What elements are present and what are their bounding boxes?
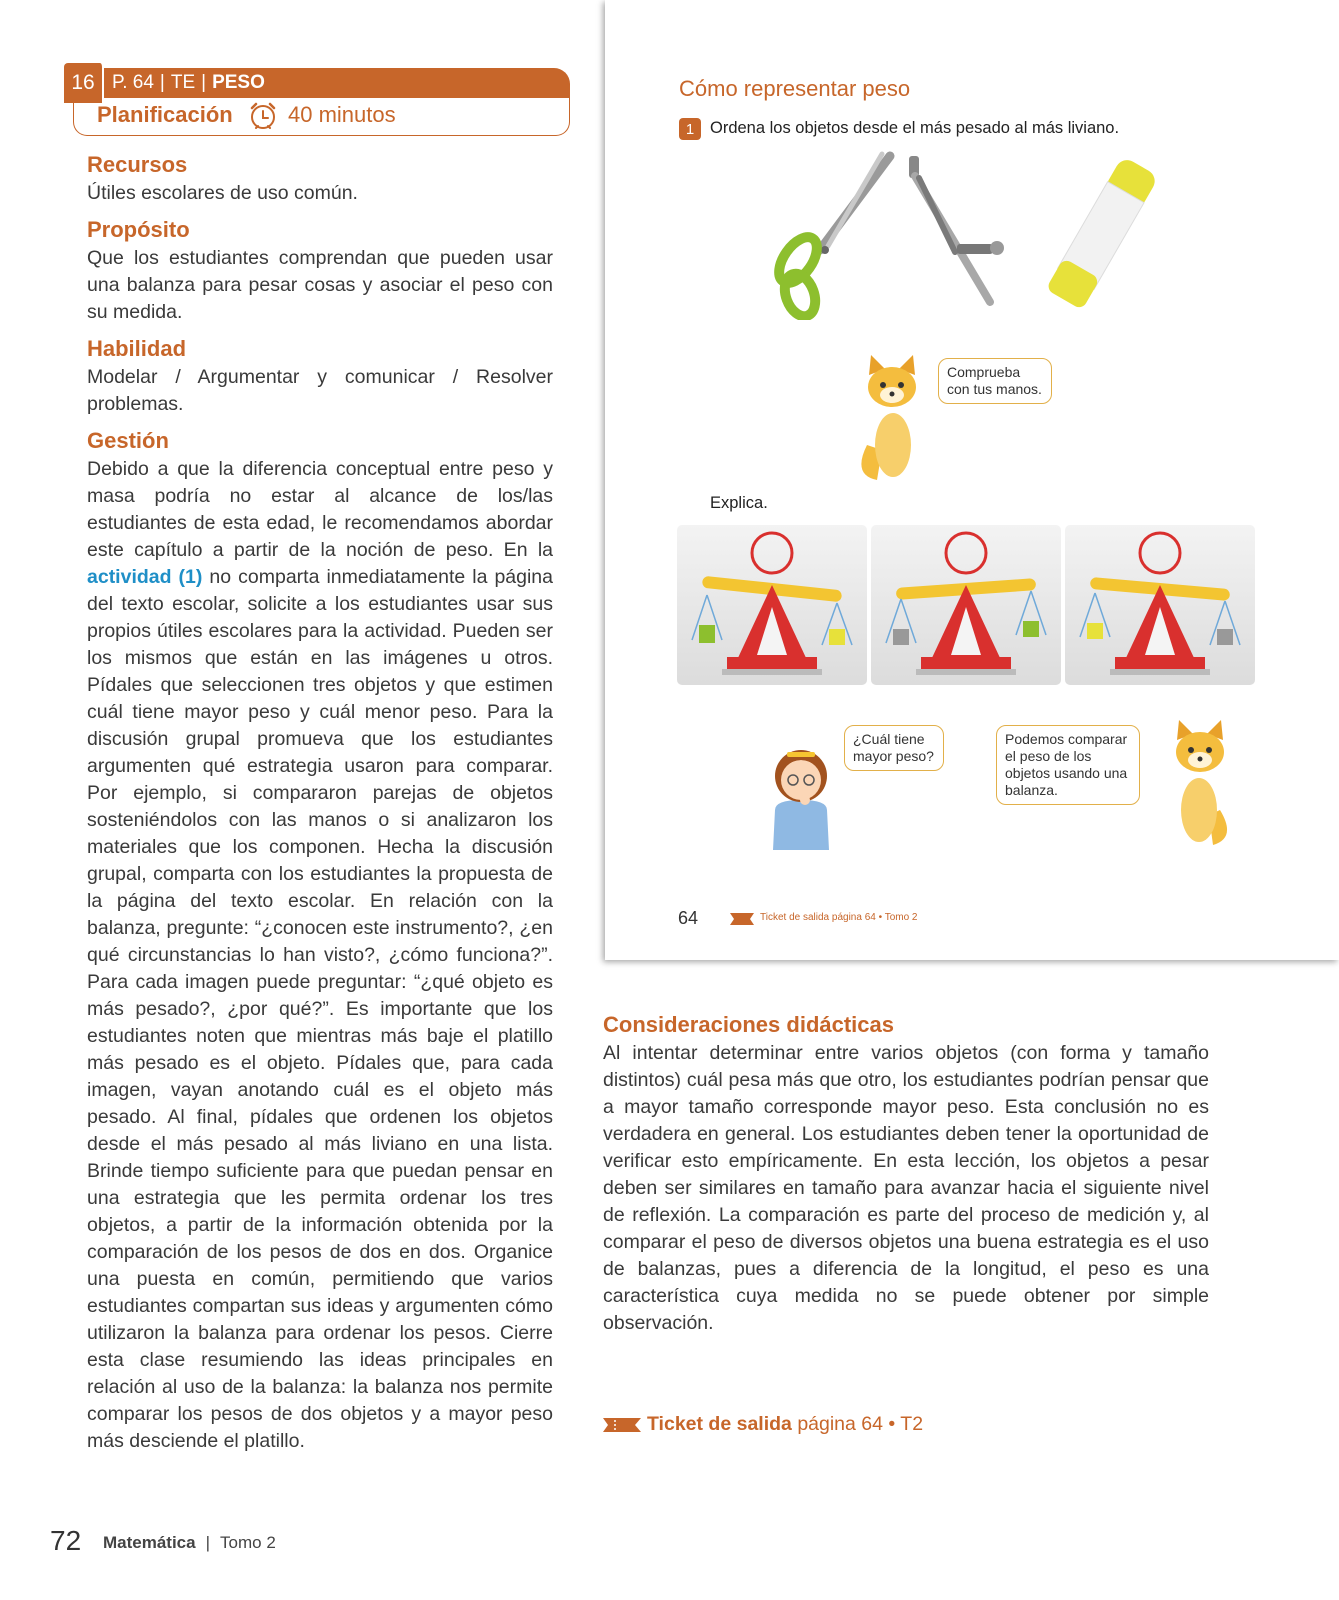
gestion-text [87,456,553,1455]
right-column [603,1010,1209,1337]
activity-link[interactable]: actividad (1) [87,566,203,588]
gestion-text-before: Debido a que la diferencia conceptual entre peso y masa podría no estar al alcance de los/las estudiantes de esta edad, le recomendamos abordar este capítulo a partir de la noción de peso. En la [87,458,553,561]
page-number: 72 [50,1525,82,1556]
balance-scale-icon [677,525,867,685]
footer-subject: Matemática [103,1533,196,1552]
textbook-page-number: 64 [678,908,699,928]
gestion-title: Gestión [87,428,169,453]
consideraciones-title: Consideraciones didácticas [603,1012,894,1037]
scissors-image [750,150,900,320]
ticket-bold: Ticket de salida [647,1413,792,1435]
fox-bubble-1-text: Comprueba con tus manos. [947,364,1042,397]
question-number-badge: 1 [679,118,701,140]
textbook-title: Cómo representar peso [679,76,911,101]
fox-speech-bubble-2 [996,725,1140,805]
ticket-de-salida [603,1413,923,1436]
fox-speech-bubble-1 [938,358,1052,404]
habilidad-title: Habilidad [87,336,187,361]
textbook-ticket-text: Ticket de salida página 64 • Tomo 2 [760,912,918,923]
explica-label: Explica. [710,494,768,512]
planning-duration: 40 minutos [288,102,396,127]
girl-bubble-text: ¿Cuál tiene mayor peso? [853,731,934,764]
gestion-text-after: no comparta inmediatamente la página del texto escolar, solicite a los estudiantes usar sus propios útiles escolares para la actividad. Pueden ser los mismos que están en las imágenes u otros. Pídales que seleccionen tres objetos y que estimen cuál tiene mayor peso y cuál menor peso. Para la discusión grupal promueva que los estudiantes argumenten qué estrategia usaron para comparar. Por ejemplo, si compararon parejas de objetos sosteniéndolos con las manos o si analizaron los materiales que los componen. Hecha la discusión grupal, comparta con los estudiantes la propuesta de la página del texto escolar. En relación con la balanza, pregunte: “¿conocen este instrumento?, ¿en qué circunstancias lo han visto?, ¿cómo funciona?”. Para cada imagen puede preguntar: “¿qué objeto es más pesado?, ¿por qué?”. Es importante que los estudiantes noten que mientras más baje el platillo más pesado es el objeto. Pídales que, para cada imagen, vayan anotando cuál es el objeto más pesado. Al final, pídales que ordenen los objetos desde el más pesado al más liviano en una lista. Brinde tiempo suficiente para que puedan pensar en una estrategia que les permita ordenar los tres objetos, a partir de la información obtenida por la comparación de los pesos de dos en dos. Organice una puesta en común, permitiendo que varios estudiantes compartan sus ideas y argumenten cómo utilizaron la balanza para ordenar los pesos. Cierre esta clase resumiendo las ideas principales en relación al uso de la balanza: la balanza nos permite comparar los pesos de dos objetos y a mayor peso más desciende el platillo. [87,566,553,1452]
lesson-number: 16 [64,63,104,103]
left-column [87,150,553,1455]
recursos-text: Útiles escolares de uso común. [87,182,358,204]
scale-photo-3 [1065,525,1255,685]
scale-photo-2 [871,525,1061,685]
compass-image [905,152,1025,312]
question-text: Ordena los objetos desde el más pesado al más liviano. [710,119,1120,137]
fox-character-icon [1165,720,1235,850]
proposito-title: Propósito [87,217,190,242]
glue-stick-image [1035,155,1165,315]
fox-character-icon [857,355,927,485]
consideraciones-text: Al intentar determinar entre varios objetos (con forma y tamaño distintos) cuál pesa más que otro, los estudiantes podrían pensar que a mayor tamaño corresponde mayor peso. Esta conclusión no es verdadera en general. Los estudiantes deben tener la oportunidad de verificar esto empíricamente. En esta lección, los objetos a pesar deben ser similares en tamaño para avanzar hacia el siguiente nivel de reflexión. La comparación es parte del proceso de medición y, al comparar el peso de diversos objetos una buena estrategia es el uso de balanzas, pues a diferencia de la longitud, el peso es una característica cuya medida no se puede obtener por simple observación. [603,1042,1209,1334]
page-ref: P. 64 [112,72,154,93]
habilidad-text: Modelar / Argumentar y comunicar / Resolver problemas. [87,366,553,415]
fox-bubble-2-text: Podemos comparar el peso de los objetos usando una balanza. [1005,731,1128,798]
planning-title: Planificación [97,102,233,127]
header-breadcrumb: P. 64 | TE | PESO [112,72,265,93]
scale-photo-1 [677,525,867,685]
ticket-rest: página 64 • T2 [797,1413,924,1435]
topic-label: PESO [212,72,265,93]
type-label: TE [170,72,196,93]
balance-scale-icon [1065,525,1255,685]
girl-character-icon [765,740,837,850]
textbook-page-preview [605,0,1339,960]
recursos-title: Recursos [87,152,188,177]
balance-scale-icon [871,525,1061,685]
footer-volume: Tomo 2 [220,1533,276,1552]
ticket-icon [603,1416,643,1434]
alarm-clock-icon [247,100,279,132]
footer-info: Matemática | Tomo 2 [103,1533,276,1552]
proposito-text: Que los estudiantes comprendan que pueden usar una balanza para pesar cosas y asociar el peso con su medida. [87,247,553,323]
girl-speech-bubble [844,725,944,771]
ticket-icon [730,913,754,925]
